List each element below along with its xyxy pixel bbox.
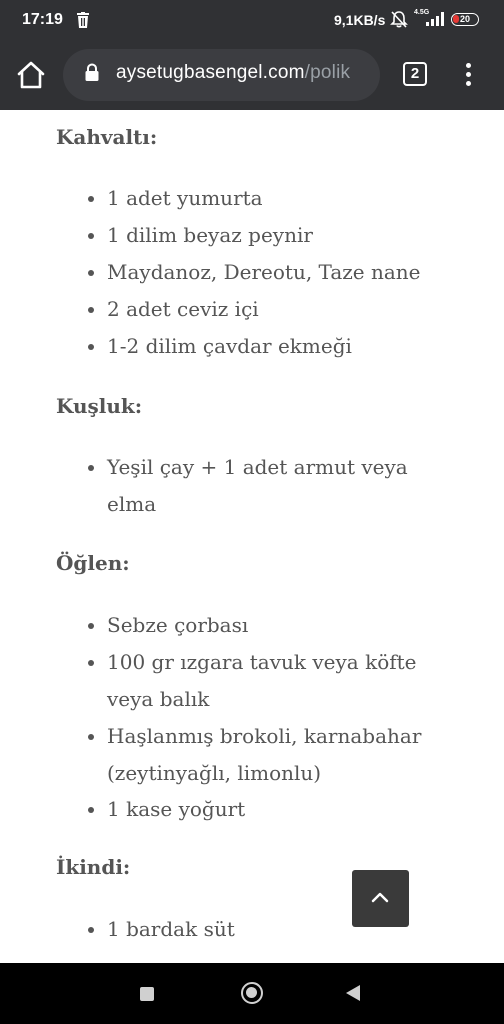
url-path: /polik — [304, 62, 351, 83]
list-item: 1-2 dilim çavdar ekmeği — [107, 334, 352, 358]
trash-icon — [76, 12, 90, 28]
recents-button[interactable] — [140, 987, 154, 1001]
bullet — [88, 307, 94, 313]
list-item: 2 adet ceviz içi — [107, 297, 259, 321]
list-item: 1 kase yoğurt — [107, 797, 246, 821]
section-heading: Öğlen: — [56, 551, 130, 575]
list-item: 1 dilim beyaz peynir — [107, 223, 313, 247]
bullet — [88, 927, 94, 933]
bullet — [88, 344, 94, 350]
overflow-menu-icon[interactable] — [458, 60, 478, 90]
list-item: Yeşil çay + 1 adet armut veya elma — [107, 455, 408, 516]
list-item: Haşlanmış brokoli, karnabahar (zeytinyağlı, limonlu) — [107, 724, 422, 785]
article-content — [0, 110, 504, 963]
bullet — [88, 465, 94, 471]
bullet — [88, 233, 94, 239]
chevron-up-icon — [370, 890, 390, 904]
bullet — [88, 807, 94, 813]
status-bar — [0, 0, 504, 40]
bullet — [88, 270, 94, 276]
bullet — [88, 734, 94, 740]
home-icon[interactable] — [14, 58, 48, 92]
home-nav-button[interactable] — [241, 982, 263, 1004]
bullet — [88, 623, 94, 629]
list-item: Sebze çorbası — [107, 613, 249, 637]
bullet — [88, 196, 94, 202]
bullet — [88, 660, 94, 666]
battery-icon — [451, 13, 479, 26]
lock-icon — [84, 63, 100, 83]
network-type: 4.5G — [414, 9, 430, 16]
section-heading: İkindi: — [56, 855, 131, 879]
status-time: 17:19 — [22, 11, 63, 28]
list-item: 1 adet yumurta — [107, 186, 263, 210]
tab-switcher-button[interactable]: 2 — [403, 62, 427, 86]
network-speed: 9,1KB/s — [334, 12, 386, 28]
url-text[interactable] — [116, 62, 374, 84]
scroll-to-top-button[interactable] — [352, 870, 409, 927]
back-button[interactable] — [346, 985, 360, 1001]
section-heading: Kuşluk: — [56, 394, 143, 418]
url-domain: aysetugbasengel.com — [116, 62, 305, 83]
list-item: 1 bardak süt — [107, 917, 235, 941]
signal-icon — [426, 12, 444, 26]
battery-level: 20 — [459, 14, 470, 24]
list-item: 100 gr ızgara tavuk veya köfte veya balık — [107, 650, 417, 711]
section-heading: Kahvaltı: — [56, 125, 158, 149]
bell-muted-icon — [390, 10, 408, 28]
list-item: Maydanoz, Dereotu, Taze nane — [107, 260, 421, 284]
